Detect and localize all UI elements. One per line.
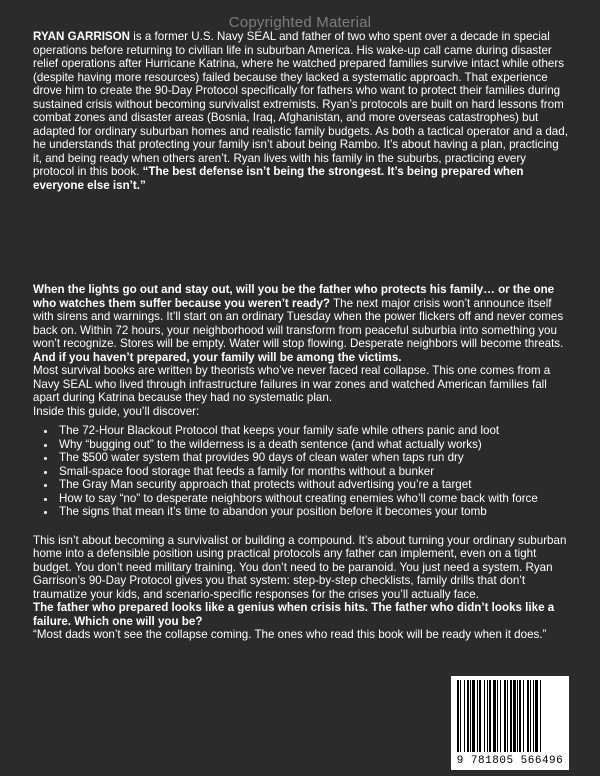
- closing-bold: The father who prepared looks like a genius when crisis hits. The father who didn’t looks like a failure. Which one will you be?: [33, 601, 555, 628]
- hook-paragraph: [33, 283, 571, 351]
- hook-bold: When the lights go out and stay out, will you be the father who protects his family… or the one who watches them suffer because you weren’t ready?: [33, 283, 555, 310]
- author-quote: “The best defense isn’t being the strongest. It’s being prepared when everyone else isn’t.”: [33, 165, 524, 192]
- barcode-bar: [457, 680, 459, 752]
- book-blurb: [33, 283, 571, 642]
- copyright-watermark: Copyrighted Material: [228, 14, 372, 31]
- barcode-bar: [523, 680, 524, 752]
- discover-list: [33, 424, 571, 519]
- barcode-bar: [513, 680, 516, 752]
- barcode-bar: [479, 680, 481, 752]
- barcode-bar: [472, 680, 475, 752]
- barcode-bar: [540, 680, 541, 752]
- barcode-bar: [510, 680, 512, 752]
- barcode-bar: [487, 680, 488, 752]
- barcode-bar: [497, 680, 498, 752]
- barcode-bar: [493, 680, 496, 752]
- list-item: • The 72-Hour Blackout Protocol that keeps your family safe while others panic and loot: [57, 424, 571, 438]
- barcode-bar: [464, 680, 465, 752]
- barcode-bars: [457, 680, 563, 752]
- barcode-bar: [507, 680, 508, 752]
- barcode-bar: [527, 680, 529, 752]
- list-item: • The signs that mean it’s time to abandon your position before it becomes your tomb: [57, 505, 571, 519]
- barcode-bar: [517, 680, 518, 752]
- pitch-paragraph: This isn’t about becoming a survivalist or building a compound. It’s about turning your ordinary suburban home into a defensible position using practical protocols any father can implement, even on a tight budget. You don’t need military training. You don’t need to be paranoid. You just need a system. Ryan Garrison’s 90-Day Protocol gives you that system: step-by-step checklists, family drills that don’t traumatize your kids, and scenario-specific responses for the crises you’ll actually face.: [33, 533, 567, 601]
- barcode-bar: [500, 680, 501, 752]
- list-item: • The Gray Man security approach that protects without advertising you’re a target: [57, 478, 571, 492]
- hook-text: The next major crisis won’t announce itself with sirens and warnings. It’ll start on an ordinary Tuesday when the power flickers off and never comes back on. Within 72 hours, your neighborhood will transform from peaceful suburbia into something you won’t recognize. Stores will be empty. Water will stop flowing. Desperate neighbors will become threats.: [33, 296, 564, 350]
- credibility-paragraph: Most survival books are written by theorists who’ve never faced real collapse. This one comes from a Navy SEAL who lived through infrastructure failures in war zones and watched American families fall apart during Katrina because they had no systematic plan.: [33, 364, 551, 404]
- warning-text: And if you haven’t prepared, your family will be among the victims.: [33, 350, 402, 364]
- author-name: RYAN GARRISON: [33, 30, 131, 43]
- barcode-bar: [484, 680, 485, 752]
- barcode-bar: [535, 680, 538, 752]
- list-item: • Why “bugging out” to the wilderness is a death sentence (and what actually works): [57, 438, 571, 452]
- isbn-number: 9 781805 566496: [456, 755, 564, 767]
- warning-line: [33, 351, 571, 365]
- list-item: • How to say “no” to desperate neighbors without creating enemies who’ll come back with force: [57, 492, 571, 506]
- barcode-bar: [504, 680, 506, 752]
- barcode-bar: [530, 680, 531, 752]
- barcode-bar: [519, 680, 521, 752]
- list-item: • The $500 water system that provides 90 days of clean water when taps run dry: [57, 451, 571, 465]
- author-bio: [33, 30, 568, 192]
- author-bio-text: is a former U.S. Navy SEAL and father of two who spent over a decade in special operations before returning to civilian life in suburban America. His wake-up call came during disaster relief operations after Hurricane Katrina, where he watched prepared families survive intact while others (despite having more resources) failed because they lacked a systematic approach. That experience drove him to create the 90-Day Protocol specifically for fathers who want to protect their families during sustained crisis without becoming survivalist extremists. Ryan’s protocols are built on hard lessons from combat zones and disaster areas (Bosnia, Iraq, Afghanistan, and more overseas catastrophes) but adapted for ordinary suburban homes and realistic family budgets. As both a tactical operator and a dad, he understands that protecting your family isn’t about being Rambo. It’s about having a plan, practicing it, and being ready when others aren’t. Ryan lives with his family in the suburbs, practicing every protocol in this book.: [33, 30, 568, 178]
- final-quote: “Most dads won’t see the collapse coming. The ones who read this book will be ready when it does.”: [33, 628, 547, 641]
- barcode-bar: [467, 680, 469, 752]
- list-item: • Small-space food storage that feeds a family for months without a bunker: [57, 465, 571, 479]
- barcode-bar: [477, 680, 478, 752]
- barcode-bar: [489, 680, 491, 752]
- barcode-bar: [533, 680, 534, 752]
- barcode-bar: [470, 680, 471, 752]
- isbn-barcode: [451, 676, 569, 770]
- barcode-bar: [460, 680, 461, 752]
- discover-intro: Inside this guide, you’ll discover:: [33, 404, 200, 418]
- closing-line: [33, 601, 571, 628]
